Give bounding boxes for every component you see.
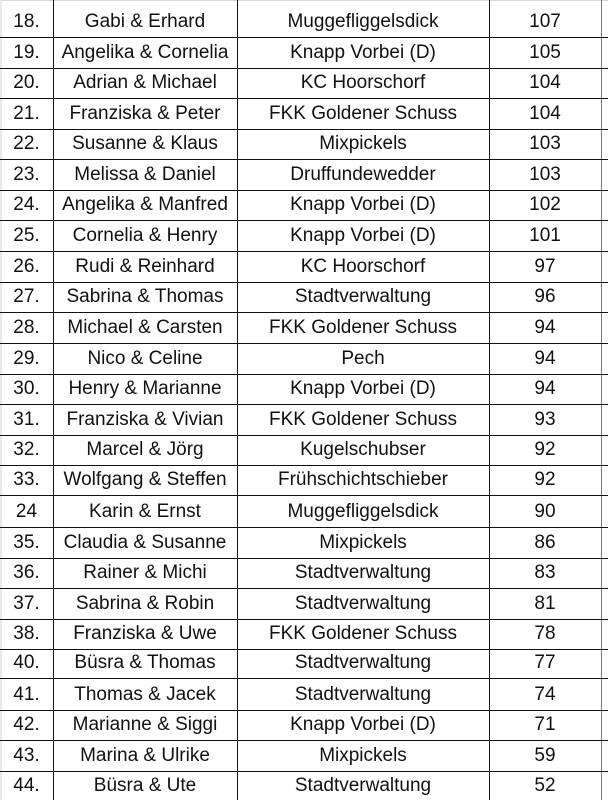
- team-cell[interactable]: Thomas & Jacek: [74, 684, 216, 705]
- score-cell[interactable]: 107: [529, 11, 561, 32]
- rank-cell[interactable]: 19.: [13, 42, 40, 63]
- score-cell[interactable]: 101: [529, 225, 561, 246]
- score-cell[interactable]: 77: [534, 652, 556, 673]
- score-cell[interactable]: 102: [529, 194, 561, 215]
- club-cell[interactable]: Knapp Vorbei (D): [290, 378, 436, 399]
- table-row[interactable]: [0, 221, 608, 252]
- team-cell[interactable]: Sabrina & Thomas: [66, 286, 224, 307]
- team-cell[interactable]: Marina & Ulrike: [80, 745, 210, 766]
- score-cell[interactable]: 71: [534, 714, 556, 735]
- score-cell[interactable]: 52: [534, 775, 556, 796]
- table-row[interactable]: [0, 68, 608, 99]
- rank-cell[interactable]: 40.: [13, 652, 40, 673]
- club-cell[interactable]: FKK Goldener Schuss: [269, 623, 457, 644]
- score-cell[interactable]: 97: [534, 256, 556, 277]
- club-cell[interactable]: Frühschichtschieber: [277, 469, 449, 490]
- table-row[interactable]: [0, 344, 608, 375]
- score-cell[interactable]: 103: [529, 133, 561, 154]
- table-row[interactable]: [0, 465, 608, 496]
- table-row[interactable]: [0, 374, 608, 405]
- score-cell[interactable]: 104: [529, 72, 561, 93]
- team-cell[interactable]: Melissa & Daniel: [74, 164, 216, 185]
- rank-cell[interactable]: 22.: [13, 133, 40, 154]
- top-grid-line: [0, 0, 608, 1]
- rank-cell[interactable]: 42.: [13, 714, 40, 735]
- score-cell[interactable]: 74: [534, 684, 556, 705]
- rank-cell[interactable]: 44.: [13, 775, 40, 796]
- team-cell[interactable]: Claudia & Susanne: [63, 532, 227, 553]
- score-cell[interactable]: 103: [529, 164, 561, 185]
- table-row[interactable]: [0, 129, 608, 160]
- table-row[interactable]: [0, 680, 608, 711]
- score-cell[interactable]: 78: [534, 623, 556, 644]
- score-cell[interactable]: 90: [534, 501, 556, 522]
- team-cell[interactable]: Marcel & Jörg: [86, 439, 204, 460]
- score-cell[interactable]: 94: [534, 378, 556, 399]
- club-cell[interactable]: Stadtverwaltung: [294, 652, 432, 673]
- rank-cell[interactable]: 21.: [13, 103, 40, 124]
- team-cell[interactable]: Angelika & Cornelia: [61, 42, 229, 63]
- table-row[interactable]: [0, 313, 608, 344]
- rank-cell[interactable]: 24: [15, 501, 38, 522]
- team-cell[interactable]: Henry & Marianne: [68, 378, 222, 399]
- club-cell[interactable]: Stadtverwaltung: [294, 562, 432, 583]
- score-cell[interactable]: 59: [534, 745, 556, 766]
- club-cell[interactable]: Muggefliggelsdick: [287, 11, 439, 32]
- table-row[interactable]: [0, 99, 608, 130]
- table-row[interactable]: [0, 771, 608, 800]
- table-row[interactable]: [0, 190, 608, 221]
- rank-cell[interactable]: 33.: [13, 469, 40, 490]
- team-cell[interactable]: Susanne & Klaus: [72, 133, 218, 154]
- score-cell[interactable]: 94: [534, 317, 556, 338]
- team-cell[interactable]: Marianne & Siggi: [72, 714, 218, 735]
- rank-cell[interactable]: 32.: [13, 439, 40, 460]
- team-cell[interactable]: Wolfgang & Steffen: [63, 469, 227, 490]
- club-cell[interactable]: Knapp Vorbei (D): [290, 194, 436, 215]
- score-cell[interactable]: 104: [529, 103, 561, 124]
- score-cell[interactable]: 83: [534, 562, 556, 583]
- club-cell[interactable]: Knapp Vorbei (D): [290, 225, 436, 246]
- team-cell[interactable]: Büsra & Ute: [93, 775, 197, 796]
- table-row[interactable]: [0, 710, 608, 741]
- team-cell[interactable]: Rainer & Michi: [83, 562, 207, 583]
- score-cell[interactable]: 81: [534, 593, 556, 614]
- club-cell[interactable]: KC Hoorschorf: [300, 256, 426, 277]
- club-cell[interactable]: Stadtverwaltung: [294, 593, 432, 614]
- rank-cell[interactable]: 24.: [13, 194, 40, 215]
- table-row[interactable]: [0, 160, 608, 191]
- table-row[interactable]: [0, 619, 608, 650]
- rank-cell[interactable]: 27.: [13, 286, 40, 307]
- rank-cell[interactable]: 29.: [13, 348, 40, 369]
- team-cell[interactable]: Angelika & Manfred: [62, 194, 228, 215]
- club-cell[interactable]: Druffundewedder: [290, 164, 436, 185]
- rank-cell[interactable]: 35.: [13, 532, 40, 553]
- club-cell[interactable]: KC Hoorschorf: [300, 72, 426, 93]
- score-cell[interactable]: 93: [534, 409, 556, 430]
- table-row[interactable]: [0, 648, 608, 679]
- team-cell[interactable]: Cornelia & Henry: [72, 225, 218, 246]
- rank-cell[interactable]: 23.: [13, 164, 40, 185]
- score-cell[interactable]: 94: [534, 348, 556, 369]
- table-row[interactable]: [0, 282, 608, 313]
- rank-cell[interactable]: 41.: [13, 684, 40, 705]
- club-cell[interactable]: Mixpickels: [319, 745, 407, 766]
- club-cell[interactable]: FKK Goldener Schuss: [269, 409, 457, 430]
- rank-cell[interactable]: 36.: [13, 562, 40, 583]
- club-cell[interactable]: Kugelschubser: [300, 439, 426, 460]
- table-row[interactable]: [0, 589, 608, 620]
- table-row[interactable]: [0, 405, 608, 436]
- team-cell[interactable]: Büsra & Thomas: [74, 652, 216, 673]
- team-cell[interactable]: Nico & Celine: [87, 348, 203, 369]
- rank-cell[interactable]: 28.: [13, 317, 40, 338]
- rank-cell[interactable]: 20.: [13, 72, 40, 93]
- table-row[interactable]: [0, 528, 608, 559]
- club-cell[interactable]: Stadtverwaltung: [294, 775, 432, 796]
- team-cell[interactable]: Karin & Ernst: [89, 501, 201, 522]
- club-cell[interactable]: FKK Goldener Schuss: [269, 103, 457, 124]
- table-row[interactable]: [0, 558, 608, 589]
- rank-cell[interactable]: 38.: [13, 623, 40, 644]
- rank-cell[interactable]: 43.: [13, 745, 40, 766]
- rank-cell[interactable]: 37.: [13, 593, 40, 614]
- rank-cell[interactable]: 25.: [13, 225, 40, 246]
- rank-cell[interactable]: 26.: [13, 256, 40, 277]
- rank-cell[interactable]: 18.: [13, 11, 40, 32]
- team-cell[interactable]: Franziska & Peter: [69, 103, 221, 124]
- score-cell[interactable]: 86: [534, 532, 556, 553]
- table-row[interactable]: [0, 497, 608, 528]
- score-cell[interactable]: 96: [534, 286, 556, 307]
- team-cell[interactable]: Rudi & Reinhard: [75, 256, 215, 277]
- table-row[interactable]: [0, 38, 608, 69]
- club-cell[interactable]: FKK Goldener Schuss: [269, 317, 457, 338]
- table-row[interactable]: [0, 7, 608, 38]
- team-cell[interactable]: Adrian & Michael: [73, 72, 217, 93]
- score-cell[interactable]: 105: [529, 42, 561, 63]
- team-cell[interactable]: Gabi & Erhard: [84, 11, 206, 32]
- club-cell[interactable]: Pech: [341, 348, 385, 369]
- table-row[interactable]: [0, 435, 608, 466]
- team-cell[interactable]: Franziska & Vivian: [66, 409, 224, 430]
- club-cell[interactable]: Stadtverwaltung: [294, 684, 432, 705]
- table-row[interactable]: [0, 741, 608, 772]
- club-cell[interactable]: Stadtverwaltung: [294, 286, 432, 307]
- club-cell[interactable]: Knapp Vorbei (D): [290, 42, 436, 63]
- table-row[interactable]: [0, 252, 608, 283]
- rank-cell[interactable]: 31.: [13, 409, 40, 430]
- team-cell[interactable]: Sabrina & Robin: [75, 593, 215, 614]
- team-cell[interactable]: Michael & Carsten: [67, 317, 223, 338]
- rank-cell[interactable]: 30.: [13, 378, 40, 399]
- club-cell[interactable]: Mixpickels: [319, 133, 407, 154]
- club-cell[interactable]: Muggefliggelsdick: [287, 501, 439, 522]
- club-cell[interactable]: Knapp Vorbei (D): [290, 714, 436, 735]
- score-cell[interactable]: 92: [534, 469, 556, 490]
- club-cell[interactable]: Mixpickels: [319, 532, 407, 553]
- score-cell[interactable]: 92: [534, 439, 556, 460]
- team-cell[interactable]: Franziska & Uwe: [73, 623, 217, 644]
